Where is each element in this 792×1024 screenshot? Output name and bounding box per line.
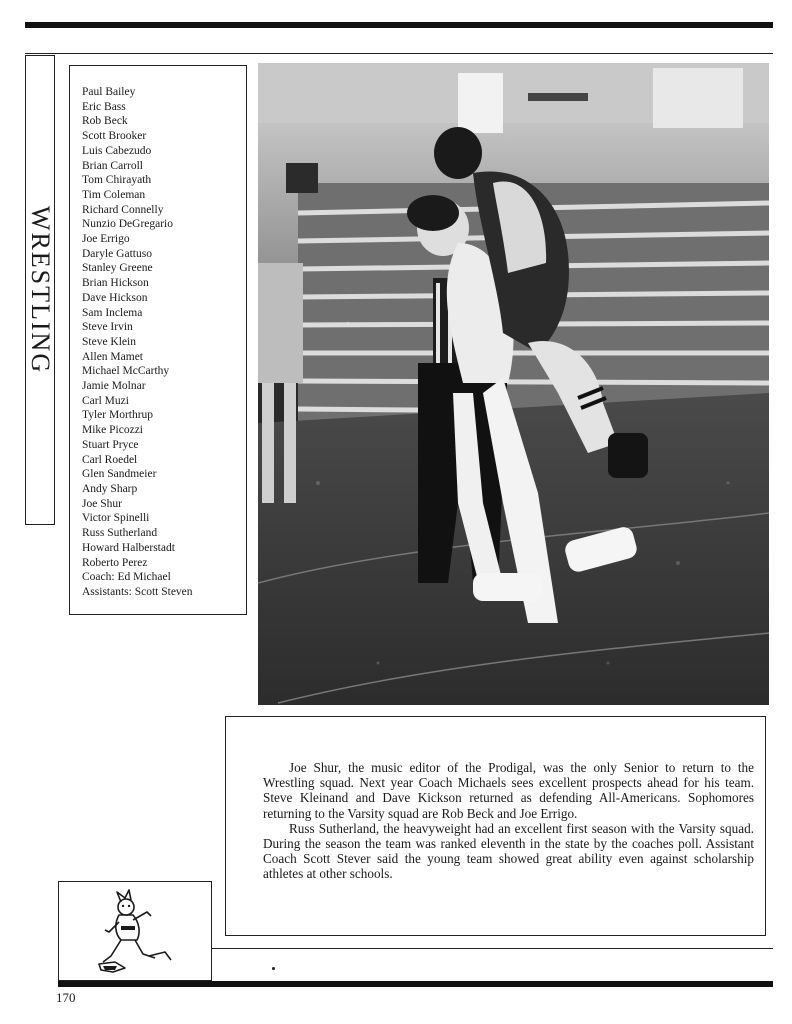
roster-name: Eric Bass — [82, 100, 126, 113]
roster-list — [82, 85, 246, 600]
bottom-thin-rule — [212, 948, 773, 949]
roster-name: Coach: Ed Michael — [82, 571, 171, 584]
article-box — [225, 716, 766, 936]
small-dot-mark — [272, 967, 275, 970]
roster-name: Daryle Gattuso — [82, 247, 152, 260]
roster-name: Assistants: Scott Steven — [82, 585, 193, 598]
roster-name: Luis Cabezudo — [82, 144, 152, 157]
roster-name: Howard Halberstadt — [82, 541, 175, 554]
roster-name: Mike Picozzi — [82, 424, 143, 437]
roster-name: Nunzio DeGregario — [82, 218, 174, 231]
mascot-logo-box — [58, 881, 212, 981]
wrestling-match-photo — [258, 63, 769, 705]
roster-name: Dave Hickson — [82, 291, 148, 304]
page-number: 170 — [56, 990, 76, 1005]
wrestler-mascot-icon — [59, 882, 211, 980]
roster-name: Michael McCarthy — [82, 365, 170, 378]
section-title: WRESTLING — [26, 205, 55, 375]
roster-name: Steve Irvin — [82, 321, 133, 334]
roster-name: Rob Beck — [82, 115, 128, 128]
roster-name: Tyler Morthrup — [82, 409, 154, 422]
article-paragraph-1: Joe Shur, the music editor of the Prodigal, was the only Senior to return to the Wrestling squad. Next year Coach Michaels sees excellent prospects ahead for his team. Steve Kleinand and Dave Kickson returned as defending All-Americans. Sophomores returning to the Varsity squad are Rob Beck and Joe Errigo. — [263, 760, 754, 821]
roster-name: Paul Bailey — [82, 86, 136, 98]
roster-name: Roberto Perez — [82, 556, 148, 569]
roster-name: Brian Carroll — [82, 159, 143, 172]
roster-name: Carl Roedel — [82, 453, 138, 466]
roster-name: Richard Connelly — [82, 203, 164, 216]
section-title-tab — [25, 55, 55, 525]
roster-name: Jamie Molnar — [82, 380, 146, 393]
article-paragraph-2: Russ Sutherland, the heavyweight had an excellent first season with the Varsity squad. During the season the team was ranked eleventh in the state by the coaches poll. Assistant Coach Scott Stever said the young team showed great ability even against scholarship athletes at other schools. — [263, 820, 754, 882]
roster-name: Scott Brooker — [82, 130, 147, 143]
roster-name: Stuart Pryce — [82, 438, 139, 451]
top-thick-rule — [25, 22, 773, 28]
roster-name: Andy Sharp — [82, 482, 138, 495]
roster-name: Steve Klein — [82, 335, 136, 348]
roster-name: Carl Muzi — [82, 394, 129, 407]
roster-name: Sam Inclema — [82, 306, 143, 319]
roster-box — [69, 65, 247, 615]
roster-name: Tim Coleman — [82, 188, 146, 201]
roster-name: Russ Sutherland — [82, 527, 158, 540]
top-thin-rule — [25, 53, 773, 54]
roster-name: Victor Spinelli — [82, 512, 150, 525]
roster-name: Joe Shur — [82, 497, 122, 510]
roster-name: Brian Hickson — [82, 277, 149, 290]
roster-name: Glen Sandmeier — [82, 468, 157, 481]
roster-name: Allen Mamet — [82, 350, 143, 363]
roster-name: Tom Chirayath — [82, 174, 152, 187]
roster-name: Joe Errigo — [82, 233, 130, 246]
roster-name: Stanley Greene — [82, 262, 153, 275]
